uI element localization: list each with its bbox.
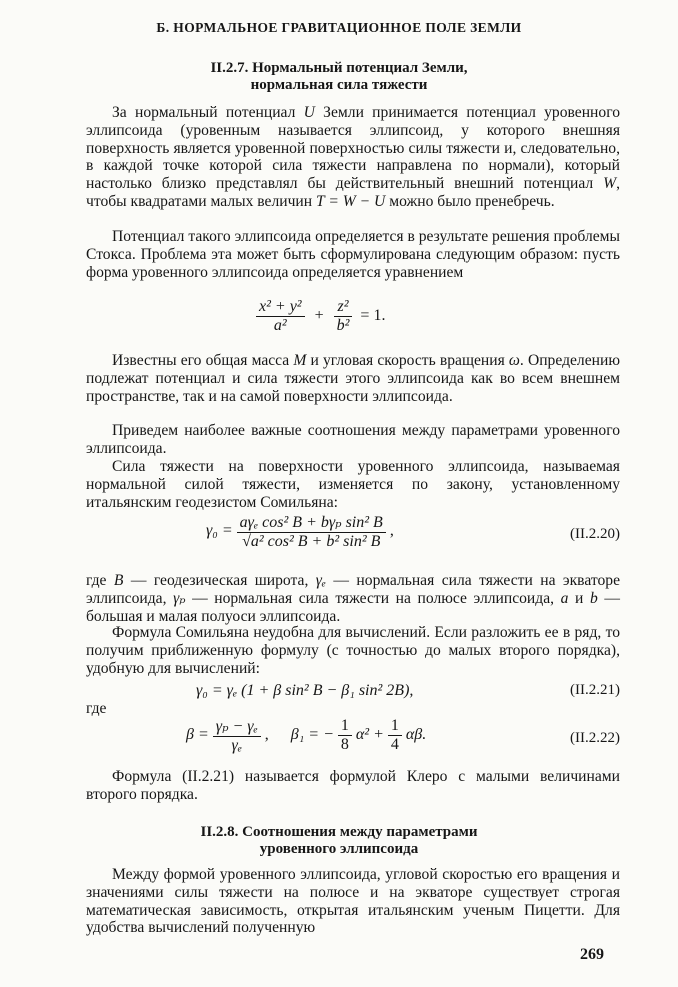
equation-number-2-20: (II.2.20) [570,526,620,542]
equation-ellipsoid: $\frac{\text{x² + y²}}{\text{a²}}$ + $\frac{\text{z²}}{\text{b²}}$ = 1. [86,296,620,356]
equation-somigliana: γ₀ = $\frac{\text{aγₑ cos² B + bγₚ sin² B}}{\text{√a² cos² B + b² sin² B}}$ , (II.2.20) [206,514,620,550]
where-label: где [86,700,107,717]
equation-clairaut: γ₀ = γₑ (1 + β sin² B − β₁ sin² 2B), (II.2.21) [196,682,620,699]
section-title-2-2-7 [0,60,678,94]
equation-number-2-21: (II.2.21) [570,682,620,698]
section-title-line1: II.2.8. Соотношения между параметрами [200,824,478,840]
equation-beta: β = $\frac{\text{γₚ − γₑ}}{\text{γₑ}}$ , β₁ = − $\frac{1}{8}$ α² + $\frac{1}{4}$ αβ. (II.2.22) [186,717,620,754]
section-title-line1: II.2.7. Нормальный потенциал Земли, [210,60,468,76]
section-title-line2: уровенного эллипсоида [259,841,419,857]
fraction-z: $\frac{\text{z²}}{\text{b²}}$ [334,298,353,335]
paragraph-normal-potential: За нормальный потенциал U Земли принимается потенциал уровенного эллипсоида (уровенным называется эллипсоид, у которого внешняя поверхность является уровенной поверхностью силы тяжести и, следовательно, в каждой точке которой сила тяжести направлена по нормали), который настолько близко представлял бы действительный внешний потенциал W, чтобы квадратами малых величин T = W − U можно было пренебречь. [86,104,621,210]
paragraph-somigliana-intro: Сила тяжести на поверхности уровенного эллипсоида, называемая нормальной силой тяжести, изменяется по закону, установленному итальянским геодезистом Сомильяна: [86,458,620,511]
fraction-one-quarter: $\frac{1}{4}$ [388,717,402,754]
running-head: Б. НОРМАЛЬНОЕ ГРАВИТАЦИОННОЕ ПОЛЕ ЗЕМЛИ [156,20,522,35]
equation-number-2-22: (II.2.22) [570,730,620,746]
paragraph-series-expansion: Формула Сомильяна неудобна для вычислений. Если разложить ее в ряд, то получим приближенную формулу (с точностью до малых второго порядка), удобную для вычислений: [86,624,620,677]
fraction-one-eighth: $\frac{1}{8}$ [338,717,352,754]
paragraph-clairaut-formula: Формула (II.2.21) называется формулой Клеро с малыми величинами второго порядка. [86,768,620,803]
section-title-2-2-8 [0,824,678,858]
paragraph-pizzetti: Между формой уровенного эллипсоида, угловой скоростью его вращения и значениями силы тяжести на полюсе и на экваторе существует строгая математическая зависимость, открытая итальянским ученым Пицетти. Для удобства вычислений полученную [86,866,620,937]
fraction-beta: $\frac{\text{γₚ − γₑ}}{\text{γₑ}}$ [213,716,261,755]
fraction-somigliana: $\frac{\text{aγₑ cos² B + bγₚ sin² B}}{\text{√a² cos² B + b² sin² B}}$ [237,512,386,551]
paragraph-stokes-problem: Потенциал такого эллипсоида определяется в результате решения проблемы Стокса. Проблема эта может быть сформулирована следующим образом: пусть форма уровенного эллипсоида определяется уравнением [86,228,620,281]
paragraph-relations-intro: Приведем наиболее важные соотношения между параметрами уровенного эллипсоида. [86,422,620,457]
paragraph-mass-rotation: Известны его общая масса M и угловая скорость вращения ω. Определению подлежат потенциал и сила тяжести этого эллипсоида как во всем внешнем пространстве, так и на самой поверхности эллипсоида. [86,352,620,405]
fraction-xy: $\frac{\text{x² + y²}}{\text{a²}}$ [256,298,305,335]
paragraph-notation: где B — геодезическая широта, γₑ — нормальная сила тяжести на экваторе эллипсоида, γₚ — нормальная сила тяжести на полюсе эллипсоида, a и b — большая и малая полуоси эллипсоида. [86,572,620,625]
section-title-line2: нормальная сила тяжести [250,77,428,93]
page-number: 269 [580,946,604,963]
